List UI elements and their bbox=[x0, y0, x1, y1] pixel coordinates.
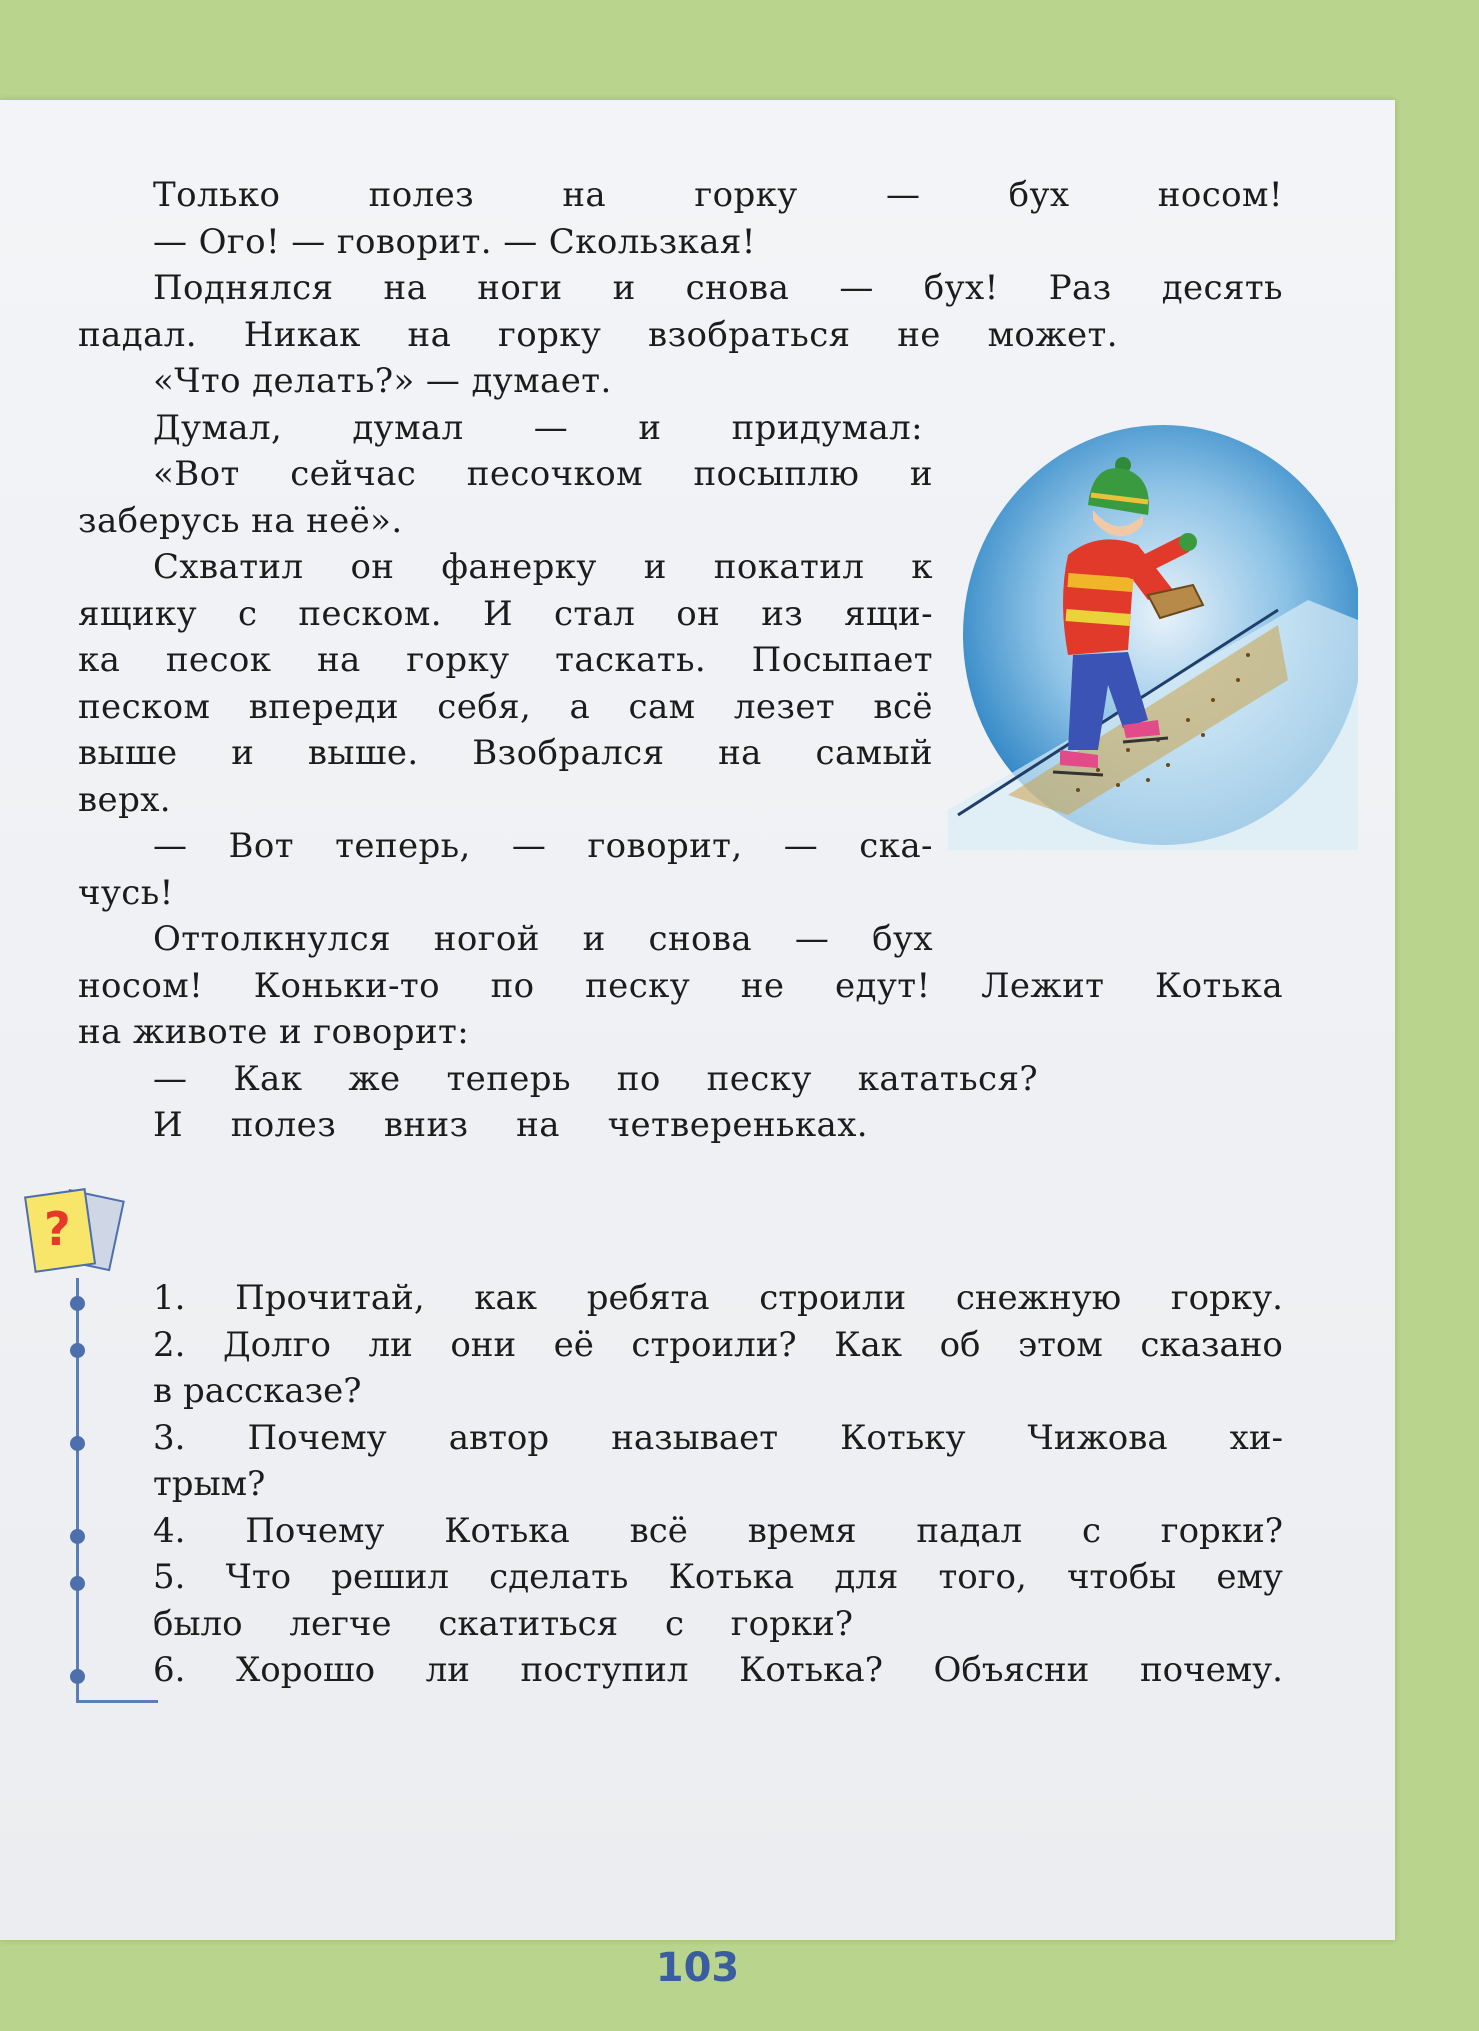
word: и bbox=[638, 407, 662, 448]
word: из bbox=[761, 593, 804, 634]
word: придумал: bbox=[731, 407, 923, 448]
word: четвереньках. bbox=[607, 1105, 868, 1145]
word: снова bbox=[685, 268, 790, 308]
word: этом bbox=[1018, 1324, 1103, 1365]
story-line: верх. bbox=[78, 779, 172, 820]
word: Котьку bbox=[840, 1417, 966, 1458]
word: об bbox=[939, 1324, 981, 1365]
word: Почему bbox=[245, 1510, 385, 1551]
word: — bbox=[885, 175, 921, 215]
word: Раз bbox=[1048, 268, 1112, 308]
word: Вот bbox=[228, 826, 295, 866]
word: к bbox=[911, 547, 933, 587]
word: — bbox=[839, 268, 874, 308]
word: Поднялся bbox=[153, 268, 334, 308]
story-line bbox=[78, 405, 923, 452]
word: может. bbox=[987, 314, 1118, 355]
word: носом! bbox=[1157, 175, 1283, 215]
word: Долго bbox=[222, 1324, 331, 1365]
word: Лежит bbox=[981, 965, 1105, 1006]
story-line bbox=[78, 684, 933, 731]
word: решил bbox=[331, 1557, 450, 1597]
word: теперь bbox=[446, 1058, 571, 1099]
word: взобраться bbox=[648, 314, 851, 355]
question-item bbox=[153, 1322, 1283, 1369]
word: Оттолкнулся bbox=[153, 919, 391, 959]
word: самый bbox=[815, 733, 933, 773]
word: И bbox=[153, 1105, 184, 1145]
word: песком. bbox=[298, 593, 442, 634]
word: на bbox=[383, 268, 428, 308]
word: называет bbox=[611, 1417, 779, 1458]
word: чтобы bbox=[1066, 1557, 1177, 1597]
word: он bbox=[676, 593, 721, 634]
questions-list bbox=[153, 1275, 1283, 1694]
word: ребята bbox=[586, 1278, 710, 1318]
word: Котька bbox=[668, 1557, 795, 1597]
word: бух bbox=[1008, 175, 1070, 215]
word: Прочитай, bbox=[235, 1278, 425, 1318]
word: песочком bbox=[466, 454, 643, 494]
word: Что bbox=[225, 1557, 292, 1597]
word: покатил bbox=[713, 547, 865, 587]
word: Хорошо bbox=[236, 1650, 376, 1690]
word: же bbox=[348, 1058, 401, 1099]
page-number: 103 bbox=[655, 1945, 740, 1991]
word: кататься? bbox=[857, 1058, 1038, 1099]
story-line bbox=[78, 265, 1283, 312]
word: они bbox=[450, 1324, 517, 1365]
bullet-dot bbox=[70, 1669, 85, 1684]
word: Как bbox=[233, 1058, 303, 1099]
word: падал bbox=[916, 1510, 1023, 1551]
word: десять bbox=[1161, 268, 1283, 308]
word: на bbox=[718, 733, 762, 773]
word: полез bbox=[368, 175, 475, 215]
word: вниз bbox=[383, 1105, 469, 1145]
word: Думал, bbox=[153, 407, 283, 448]
question-item bbox=[153, 1647, 1283, 1694]
word: хи- bbox=[1229, 1417, 1283, 1458]
word: падал. bbox=[78, 314, 197, 355]
word: как bbox=[474, 1278, 538, 1318]
word: песку bbox=[585, 965, 691, 1006]
word: Взобрался bbox=[472, 733, 665, 773]
story-line bbox=[78, 1056, 1038, 1103]
word: горку bbox=[497, 314, 602, 355]
word: снова bbox=[648, 919, 753, 959]
word: не bbox=[740, 965, 785, 1006]
word: на bbox=[316, 640, 361, 680]
word: Котька? bbox=[739, 1650, 883, 1690]
word: 6. bbox=[153, 1650, 186, 1690]
word: — bbox=[783, 826, 819, 866]
word: ящи- bbox=[844, 593, 933, 634]
word: посыплю bbox=[693, 454, 860, 494]
question-item: в рассказе? bbox=[153, 1371, 362, 1411]
story-line bbox=[78, 544, 933, 591]
word: Только bbox=[153, 175, 281, 215]
bullet-dot bbox=[70, 1576, 85, 1591]
story-line: заберусь на неё». bbox=[78, 500, 403, 541]
word: сам bbox=[628, 686, 696, 727]
word: сейчас bbox=[290, 454, 417, 494]
questions-bracket-foot bbox=[76, 1700, 158, 1703]
word: И bbox=[482, 593, 514, 634]
word: горки? bbox=[730, 1603, 853, 1644]
word: её bbox=[553, 1324, 594, 1365]
word: и bbox=[643, 547, 667, 587]
word: и bbox=[582, 919, 606, 959]
word: фанерку bbox=[441, 547, 597, 587]
question-cards-icon bbox=[22, 1185, 132, 1285]
word: поступил bbox=[520, 1650, 689, 1690]
question-item bbox=[153, 1275, 1283, 1322]
boy-on-sandy-slope-illustration bbox=[948, 420, 1358, 850]
word: Котька bbox=[1154, 965, 1283, 1006]
word: сказано bbox=[1140, 1324, 1283, 1365]
word: и bbox=[909, 454, 933, 494]
word: Объясни bbox=[933, 1650, 1090, 1690]
word: строили? bbox=[631, 1324, 797, 1365]
story-line bbox=[78, 591, 933, 638]
word: на bbox=[516, 1105, 560, 1145]
word: снежную bbox=[955, 1278, 1122, 1318]
story-line: чусь! bbox=[78, 872, 174, 913]
word: горку bbox=[406, 640, 510, 680]
word: на bbox=[562, 175, 607, 215]
word: Посыпает bbox=[751, 640, 933, 680]
question-item bbox=[153, 1415, 1283, 1462]
word: думал bbox=[352, 407, 464, 448]
word: едут! bbox=[834, 965, 931, 1006]
word: сделать bbox=[489, 1557, 629, 1597]
word: полез bbox=[230, 1105, 337, 1145]
word: по bbox=[616, 1058, 661, 1099]
word: стал bbox=[553, 593, 636, 634]
word: скатиться bbox=[438, 1603, 619, 1644]
word: с bbox=[237, 593, 258, 634]
word: того, bbox=[938, 1557, 1027, 1597]
word: автор bbox=[448, 1417, 550, 1458]
word: он bbox=[350, 547, 395, 587]
story-line bbox=[78, 312, 1118, 359]
word: «Вот bbox=[153, 454, 240, 494]
word: Чижова bbox=[1027, 1417, 1168, 1458]
word: не bbox=[897, 314, 941, 355]
story-line bbox=[78, 637, 933, 684]
word: время bbox=[747, 1510, 857, 1551]
word: песку bbox=[706, 1058, 812, 1099]
word: строили bbox=[759, 1278, 907, 1318]
story-line: на животе и говорит: bbox=[78, 1012, 470, 1052]
word: 1. bbox=[153, 1278, 186, 1318]
word: а bbox=[569, 686, 591, 727]
word: 5. bbox=[153, 1557, 186, 1597]
word: всё bbox=[629, 1510, 688, 1551]
word: горку bbox=[694, 175, 798, 215]
word: Как bbox=[834, 1324, 903, 1365]
bullet-dot bbox=[70, 1529, 85, 1544]
word: горку. bbox=[1170, 1278, 1283, 1318]
word: носом! bbox=[78, 965, 204, 1006]
word: с bbox=[1081, 1510, 1101, 1551]
word: ноги bbox=[477, 268, 563, 308]
bullet-dot bbox=[70, 1343, 85, 1358]
word: песком bbox=[78, 686, 211, 727]
bullet-dot bbox=[70, 1296, 85, 1311]
word: 3. bbox=[153, 1417, 186, 1458]
word: Почему bbox=[247, 1417, 387, 1458]
story-line bbox=[78, 823, 933, 870]
story-line: «Что делать?» — думает. bbox=[153, 361, 612, 401]
word: ногой bbox=[433, 919, 540, 959]
story-line bbox=[78, 451, 933, 498]
word: впереди bbox=[248, 686, 399, 727]
word: было bbox=[153, 1603, 243, 1644]
word: на bbox=[407, 314, 452, 355]
word: — bbox=[153, 826, 188, 866]
word: Коньки-то bbox=[253, 965, 440, 1006]
question-item bbox=[153, 1601, 853, 1648]
word: ящику bbox=[78, 593, 197, 634]
story-line: — Ого! — говорит. — Скользкая! bbox=[153, 221, 756, 262]
bullet-dot bbox=[70, 1436, 85, 1451]
word: таскать. bbox=[555, 640, 707, 680]
word: Схватил bbox=[153, 547, 304, 587]
story-line bbox=[78, 916, 933, 963]
word: говорит, bbox=[587, 826, 743, 866]
word: 4. bbox=[153, 1510, 186, 1551]
word: песок bbox=[165, 640, 272, 680]
question-item: трым? bbox=[153, 1464, 266, 1504]
word: и bbox=[231, 733, 255, 773]
word: бух bbox=[872, 919, 933, 959]
word: 2. bbox=[153, 1324, 186, 1365]
word: теперь, bbox=[335, 826, 471, 866]
story-line bbox=[78, 963, 1283, 1010]
question-item bbox=[153, 1554, 1283, 1601]
word: ли bbox=[425, 1650, 470, 1690]
word: выше bbox=[78, 733, 178, 773]
questions-bracket-line bbox=[76, 1278, 79, 1703]
word: легче bbox=[289, 1603, 392, 1644]
word: ка bbox=[78, 640, 121, 680]
story-line bbox=[78, 1102, 868, 1149]
word: ли bbox=[368, 1324, 413, 1365]
word: всё bbox=[873, 686, 933, 727]
word: Котька bbox=[444, 1510, 570, 1551]
word: с bbox=[664, 1603, 684, 1644]
word: бух! bbox=[923, 268, 999, 308]
word: выше. bbox=[307, 733, 419, 773]
word: Никак bbox=[243, 314, 361, 355]
word: горки? bbox=[1160, 1510, 1283, 1551]
question-mark-icon: ? bbox=[44, 1202, 71, 1256]
question-item bbox=[153, 1508, 1283, 1555]
word: по bbox=[490, 965, 535, 1006]
word: для bbox=[834, 1557, 899, 1597]
word: — bbox=[794, 919, 830, 959]
word: и bbox=[612, 268, 636, 308]
word: лезет bbox=[733, 686, 836, 727]
word: себя, bbox=[437, 686, 532, 727]
word: ска- bbox=[859, 826, 933, 866]
story-line bbox=[78, 172, 1283, 219]
word: — bbox=[153, 1058, 188, 1099]
word: — bbox=[511, 826, 547, 866]
word: — bbox=[533, 407, 569, 448]
word: почему. bbox=[1139, 1650, 1283, 1690]
word: ему bbox=[1216, 1557, 1283, 1597]
story-line bbox=[78, 730, 933, 777]
